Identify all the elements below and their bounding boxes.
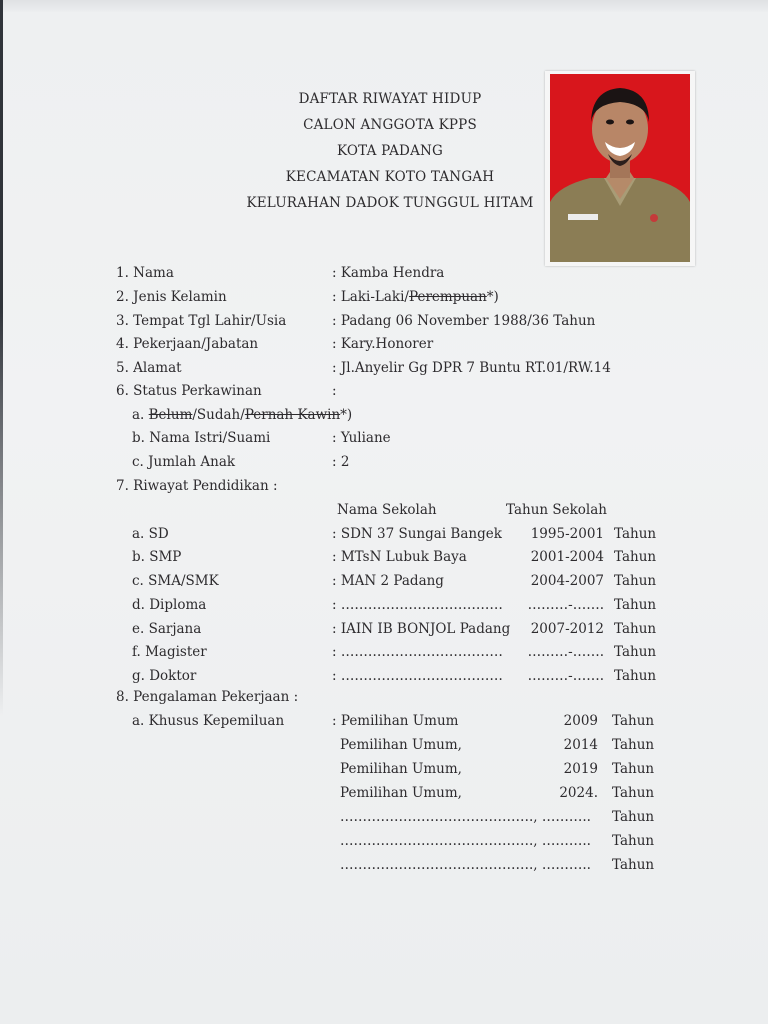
person-portrait-icon (550, 74, 690, 262)
pengalaman-row-nama: : Pemilihan Umum (332, 713, 459, 729)
pengalaman-heading: 8. Pengalaman Pekerjaan : (116, 689, 299, 705)
pendidikan-row-label: g. Doktor (132, 668, 197, 684)
pendidikan-row-sekolah: : MAN 2 Padang (332, 573, 444, 589)
field-anak-label: c. Jumlah Anak (132, 454, 236, 470)
scan-left-edge (0, 0, 3, 1024)
pendidikan-row-label: b. SMP (132, 549, 182, 565)
pendidikan-row-sekolah: : MTsN Lubuk Baya (332, 549, 467, 565)
field-pekerjaan-value: : Kary.Honorer (332, 336, 434, 352)
pengalaman-row-nama: ……………………………………., ……….. (340, 809, 591, 825)
pengalaman-row-unit: Tahun (612, 713, 655, 729)
paper-top-edge (0, 0, 768, 12)
field-pekerjaan-label: 4. Pekerjaan/Jabatan (116, 336, 259, 352)
field-istri-value: : Yuliane (332, 430, 391, 446)
header-title: DAFTAR RIWAYAT HIDUP (298, 91, 482, 107)
field-status-option: a. Belum/Sudah/Pernah Kawin*) (132, 407, 353, 423)
field-alamat-label: 5. Alamat (116, 360, 182, 376)
field-anak-value: : 2 (332, 454, 350, 470)
field-ttl-value: : Padang 06 November 1988/36 Tahun (332, 313, 596, 329)
pendidikan-row-label: c. SMA/SMK (132, 573, 219, 589)
pendidikan-row-unit: Tahun (614, 526, 657, 542)
pendidikan-row-unit: Tahun (614, 549, 657, 565)
pendidikan-row-sekolah: : ……………………………… (332, 668, 503, 684)
pendidikan-row-unit: Tahun (614, 573, 657, 589)
field-istri-label: b. Nama Istri/Suami (132, 430, 271, 446)
header-district: KECAMATAN KOTO TANGAH (285, 169, 495, 185)
header-village: KELURAHAN DADOK TUNGGUL HITAM (246, 195, 534, 211)
pendidikan-heading: 7. Riwayat Pendidikan : (116, 478, 278, 494)
pendidikan-row-tahun: ………-……. (527, 644, 604, 660)
pengalaman-row-nama: ……………………………………., ……….. (340, 833, 591, 849)
pendidikan-row-sekolah: : IAIN IB BONJOL Padang (332, 621, 511, 637)
pendidikan-row-tahun: 2007-2012 (530, 621, 604, 637)
pengalaman-row-nama: Pemilihan Umum, (340, 785, 462, 801)
pendidikan-col-sekolah: Nama Sekolah (337, 502, 437, 518)
header-subtitle: CALON ANGGOTA KPPS (303, 117, 477, 133)
photo-red-background (550, 74, 690, 262)
pendidikan-row-tahun: 2004-2007 (530, 573, 604, 589)
pengalaman-row-tahun: 2024. (559, 785, 598, 801)
field-status-label: 6. Status Perkawinan (116, 383, 262, 399)
pendidikan-row-unit: Tahun (614, 597, 657, 613)
pengalaman-row-unit: Tahun (612, 833, 655, 849)
pengalaman-row-nama: ……………………………………., ……….. (340, 857, 591, 873)
pendidikan-row-tahun: ………-……. (527, 668, 604, 684)
pendidikan-row-sekolah: : ……………………………… (332, 597, 503, 613)
pendidikan-row-tahun: 1995-2001 (530, 526, 604, 542)
pendidikan-row-label: f. Magister (132, 644, 207, 660)
pengalaman-row-unit: Tahun (612, 809, 655, 825)
pengalaman-row-unit: Tahun (612, 737, 655, 753)
pengalaman-row-unit: Tahun (612, 857, 655, 873)
pendidikan-col-tahun: Tahun Sekolah (506, 502, 607, 518)
pendidikan-row-tahun: 2001-2004 (530, 549, 604, 565)
pendidikan-row-unit: Tahun (614, 621, 657, 637)
pendidikan-row-unit: Tahun (614, 668, 657, 684)
field-jenis-kelamin-label: 2. Jenis Kelamin (116, 289, 227, 305)
pendidikan-row-label: a. SD (132, 526, 169, 542)
pengalaman-row-tahun: 2009 (563, 713, 598, 729)
pengalaman-row-unit: Tahun (612, 761, 655, 777)
pengalaman-row-tahun: 2019 (563, 761, 598, 777)
field-nama-value: : Kamba Hendra (332, 265, 445, 281)
pendidikan-row-sekolah: : ……………………………… (332, 644, 503, 660)
pengalaman-row-nama: Pemilihan Umum, (340, 761, 462, 777)
pendidikan-row-unit: Tahun (614, 644, 657, 660)
pengalaman-row-nama: Pemilihan Umum, (340, 737, 462, 753)
document-header (230, 86, 550, 216)
header-city: KOTA PADANG (336, 143, 444, 159)
field-status-value: : (332, 383, 337, 399)
pengalaman-sub-label: a. Khusus Kepemiluan (132, 713, 285, 729)
field-jenis-kelamin-value: : Laki-Laki/Perempuan*) (332, 289, 499, 305)
pendidikan-row-label: e. Sarjana (132, 621, 202, 637)
pendidikan-row-label: d. Diploma (132, 597, 207, 613)
field-nama-label: 1. Nama (116, 265, 174, 281)
field-ttl-label: 3. Tempat Tgl Lahir/Usia (116, 313, 287, 329)
profile-photo (545, 71, 695, 266)
pendidikan-row-tahun: ………-……. (527, 597, 604, 613)
pengalaman-row-tahun: 2014 (563, 737, 598, 753)
field-alamat-value: : Jl.Anyelir Gg DPR 7 Buntu RT.01/RW.14 (332, 360, 611, 376)
pengalaman-row-unit: Tahun (612, 785, 655, 801)
pendidikan-row-sekolah: : SDN 37 Sungai Bangek (332, 526, 502, 542)
